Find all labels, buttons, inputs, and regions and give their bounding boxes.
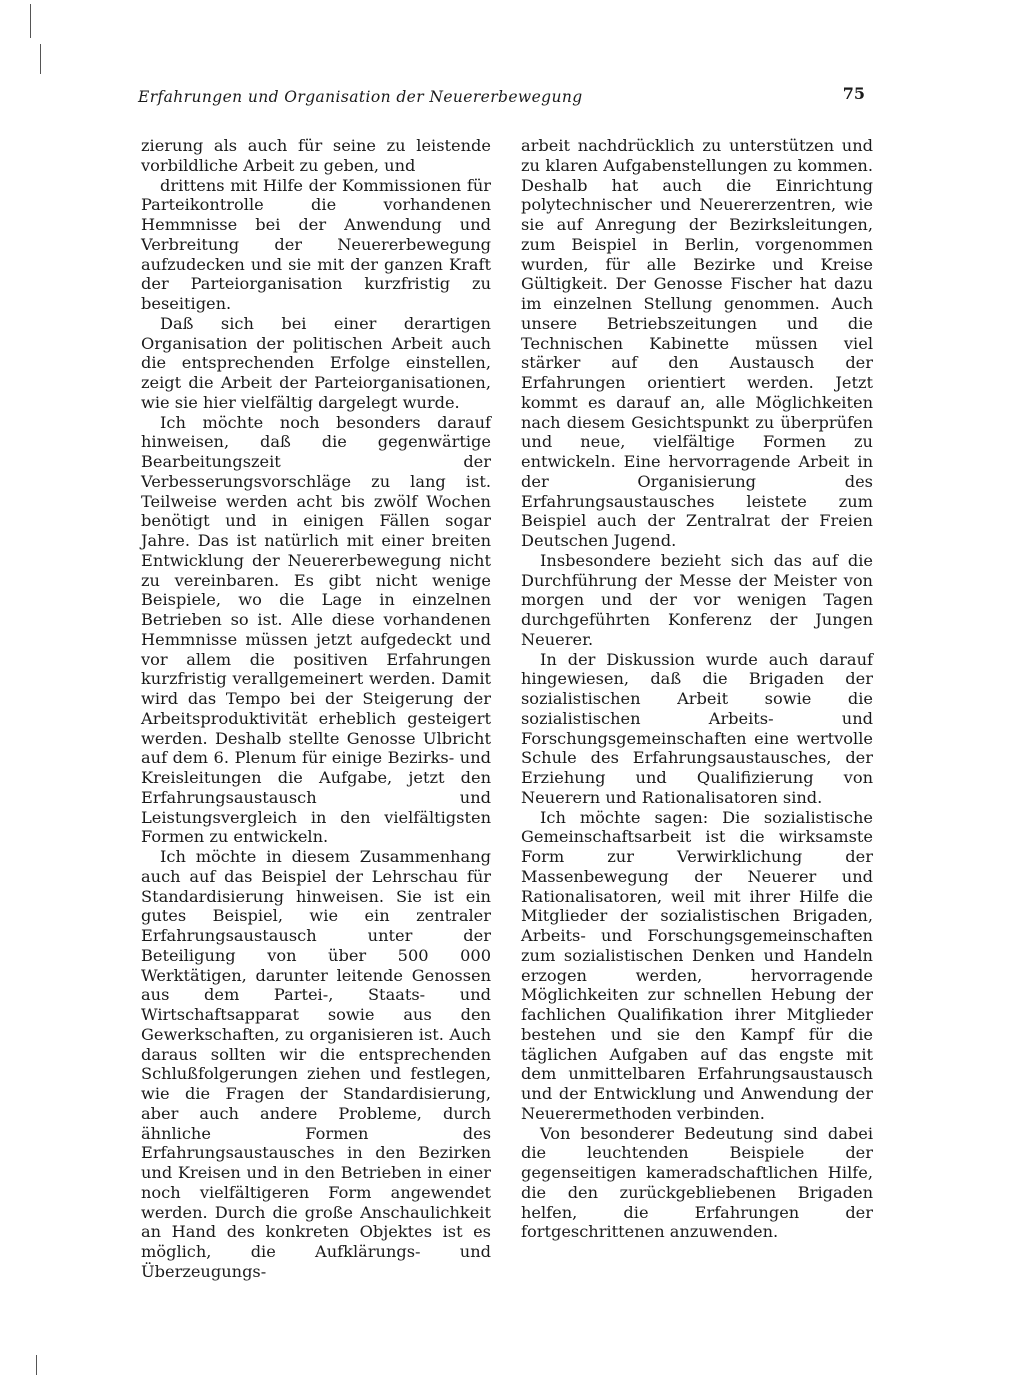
running-header-title: Erfahrungen und Organisation der Neuererbewegung (138, 88, 583, 106)
scan-edge-mark (36, 1355, 37, 1375)
paragraph: In der Diskussion wurde auch darauf hingewiesen, daß die Brigaden der sozialistischen Arbeit sowie die sozialistischen Arbeits- und Forschungsgemeinschaften eine wertvolle Schule des Erfahrungsaustausches, der Erziehung und Qualifizierung von Neuerern und Rationalisatoren sind. (521, 649, 873, 807)
scan-edge-mark (30, 4, 31, 38)
right-text-column (521, 136, 873, 1242)
paragraph: Insbesondere bezieht sich das auf die Durchführung der Messe der Meister von morgen und der vor wenigen Tagen durchgeführten Konferenz der Jungen Neuerer. (521, 550, 873, 649)
paragraph: Ich möchte sagen: Die sozialistische Gemeinschaftsarbeit ist die wirksamste Form zur Verwirklichung der Massenbewegung der Neuerer und Rationalisatoren, weil mit ihrer Hilfe die Mitglieder der sozialistischen Brigaden, Arbeits- und Forschungsgemeinschaften zum sozialistischen Denken und Handeln erzogen werden, hervorragende Möglichkeiten zur schnellen Hebung der fachlichen Qualifikation ihrer Mitglieder bestehen und sie den Kampf für die täglichen Aufgaben auf das engste mit dem unmittelbaren Erfahrungsaustausch und der Entwicklung und Anwendung der Neuerermethoden verbinden. (521, 807, 873, 1123)
paragraph: Von besonderer Bedeutung sind dabei die leuchtenden Beispiele der gegenseitigen kameradschaftlichen Hilfe, die den zurückgebliebenen Brigaden helfen, die Erfahrungen der fortgeschrittenen anzuwenden. (521, 1123, 873, 1242)
paragraph: drittens mit Hilfe der Kommissionen für Parteikontrolle die vorhandenen Hemmnisse bei der Anwendung und Verbreitung der Neuererbewegung aufzudecken und sie mit der ganzen Kraft der Parteiorganisation kurzfristig zu beseitigen. (141, 175, 491, 313)
paragraph: arbeit nachdrücklich zu unterstützen und zu klaren Aufgabenstellungen zu kommen. Deshalb hat auch die Einrichtung polytechnischer und Neuererzentren, wie sie auf Anregung der Bezirksleitungen, zum Beispiel in Berlin, vorgenommen wurden, für alle Bezirke und Kreise Gültigkeit. Der Genosse Fischer hat dazu im einzelnen Stellung genommen. Auch unsere Betriebszeitungen und die Technischen Kabinette müssen viel stärker auf den Austausch der Erfahrungen orientiert werden. Jetzt kommt es darauf an, alle Möglichkeiten nach diesem Gesichtspunkt zu überprüfen und neue, vielfältige Formen zu entwickeln. Eine hervorragende Arbeit in der Organisierung des Erfahrungsaustausches leistete zum Beispiel auch der Zentralrat der Freien Deutschen Jugend. (521, 136, 873, 550)
page-number: 75 (842, 84, 865, 103)
paragraph: Ich möchte noch besonders darauf hinweisen, daß die gegenwärtige Bearbeitungszeit der Verbesserungsvorschläge zu lang ist. Teilweise werden acht bis zwölf Wochen benötigt und in einigen Fällen sogar Jahre. Das ist natürlich mit einer breiten Entwicklung der Neuererbewegung nicht zu vereinbaren. Es gibt nicht wenige Beispiele, wo die Lage in einzelnen Betrieben so ist. Alle diese vorhandenen Hemmnisse müssen jetzt aufgedeckt und vor allem die positiven Erfahrungen kurzfristig verallgemeinert werden. Damit wird das Tempo bei der Steigerung der Arbeitsproduktivität erheblich gesteigert werden. Deshalb stellte Genosse Ulbricht auf dem 6. Plenum für einige Bezirks- und Kreisleitungen die Aufgabe, jetzt den Erfahrungsaustausch und Leistungsvergleich in den vielfältigsten Formen zu entwickeln. (141, 412, 491, 847)
running-header (138, 82, 873, 112)
left-text-column (141, 136, 491, 1282)
paragraph: Daß sich bei einer derartigen Organisation der politischen Arbeit auch die entsprechenden Erfolge einstellen, zeigt die Arbeit der Parteiorganisationen, wie sie hier vielfältig dargelegt wurde. (141, 313, 491, 412)
scan-edge-mark (40, 44, 41, 74)
paragraph: Ich möchte in diesem Zusammenhang auch auf das Beispiel der Lehrschau für Standardisierung hinweisen. Sie ist ein gutes Beispiel, wie ein zentraler Erfahrungsaustausch unter der Beteiligung von über 500 000 Werktätigen, darunter leitende Genossen aus dem Partei-, Staats- und Wirtschaftsapparat sowie aus den Gewerkschaften, zu organisieren ist. Auch daraus sollten wir die entsprechenden Schlußfolgerungen ziehen und festlegen, wie die Fragen der Standardisierung, aber auch andere Probleme, durch ähnliche Formen des Erfahrungsaustausches in den Bezirken und Kreisen und in den Betrieben in einer noch vielfältigeren Form angewendet werden. Durch die große Anschaulichkeit an Hand des konkreten Objektes ist es möglich, die Aufklärungs- und Überzeugungs- (141, 847, 491, 1281)
paragraph: zierung als auch für seine zu leistende vorbildliche Arbeit zu geben, und (141, 136, 491, 175)
